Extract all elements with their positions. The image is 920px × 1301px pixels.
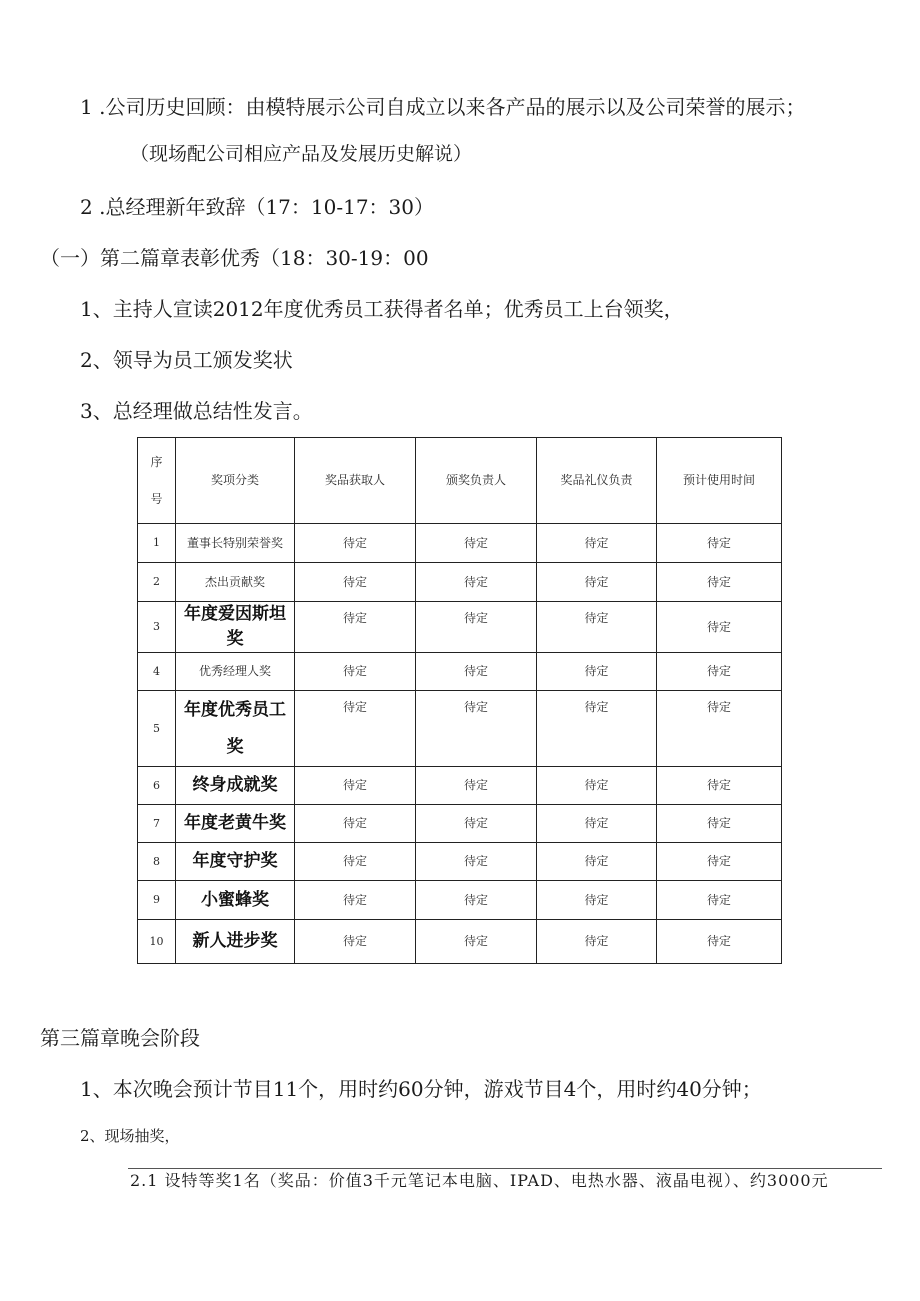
horizontal-divider	[128, 1168, 882, 1169]
time-cell: 待定	[657, 805, 782, 843]
seq-cell: 2	[138, 563, 176, 602]
seq-cell: 9	[138, 881, 176, 920]
seq-cell: 3	[138, 602, 176, 653]
presenter-cell: 待定	[416, 805, 537, 843]
etiquette-cell: 待定	[537, 602, 657, 653]
presenter-cell: 待定	[416, 920, 537, 964]
chapter2-heading: （一）第二篇章表彰优秀（18：30-19：00	[40, 246, 429, 270]
category-cell: 董事长特别荣誉奖	[176, 524, 295, 563]
header-recipient	[295, 438, 416, 524]
recipient-cell: 待定	[295, 524, 416, 563]
award-table	[137, 437, 782, 964]
table-row	[138, 653, 782, 691]
presenter-cell: 待定	[416, 843, 537, 881]
etiquette-cell: 待定	[537, 563, 657, 602]
seq-cell: 1	[138, 524, 176, 563]
recipient-cell: 待定	[295, 653, 416, 691]
etiquette-cell: 待定	[537, 524, 657, 563]
presenter-cell: 待定	[416, 881, 537, 920]
recipient-cell: 待定	[295, 805, 416, 843]
time-cell: 待定	[657, 767, 782, 805]
chapter3-heading: 第三篇章晚会阶段	[40, 1026, 200, 1050]
header-etiquette	[537, 438, 657, 524]
table-row	[138, 843, 782, 881]
time-cell: 待定	[657, 843, 782, 881]
time-cell: 待定	[657, 881, 782, 920]
recipient-cell: 待定	[295, 691, 416, 767]
header-seq-label: 序号	[150, 454, 163, 506]
category-cell: 新人进步奖	[176, 920, 295, 964]
opening-item-gm-speech: 2 .总经理新年致辞（17：10-17：30）	[80, 195, 434, 219]
table-row	[138, 524, 782, 563]
chapter3-item-2: 2、现场抽奖，	[80, 1127, 180, 1145]
presenter-cell: 待定	[416, 524, 537, 563]
presenter-cell: 待定	[416, 602, 537, 653]
etiquette-cell: 待定	[537, 881, 657, 920]
opening-item-history-review: 1 .公司历史回顾：由模特展示公司自成立以来各产品的展示以及公司荣誉的展示；	[80, 95, 806, 119]
recipient-cell: 待定	[295, 920, 416, 964]
opening-item-note: （现场配公司相应产品及发展历史解说）	[130, 143, 473, 165]
etiquette-cell: 待定	[537, 691, 657, 767]
category-cell: 年度守护奖	[176, 843, 295, 881]
time-cell: 待定	[657, 563, 782, 602]
header-presenter	[416, 438, 537, 524]
etiquette-cell: 待定	[537, 843, 657, 881]
table-row	[138, 767, 782, 805]
presenter-cell: 待定	[416, 653, 537, 691]
recipient-cell: 待定	[295, 843, 416, 881]
category-cell: 优秀经理人奖	[176, 653, 295, 691]
time-cell: 待定	[657, 653, 782, 691]
category-cell: 小蜜蜂奖	[176, 881, 295, 920]
header-time	[657, 438, 782, 524]
category-cell: 年度老黄牛奖	[176, 805, 295, 843]
etiquette-cell: 待定	[537, 920, 657, 964]
chapter2-item-2: 2、领导为员工颁发奖状	[80, 348, 293, 372]
etiquette-cell: 待定	[537, 653, 657, 691]
table-row	[138, 920, 782, 964]
presenter-cell: 待定	[416, 691, 537, 767]
header-row	[138, 438, 782, 524]
header-etiquette-label: 奖品礼仪负责	[560, 473, 633, 488]
table-row	[138, 881, 782, 920]
seq-cell: 8	[138, 843, 176, 881]
table-row	[138, 563, 782, 602]
time-cell: 待定	[657, 691, 782, 767]
header-category	[176, 438, 295, 524]
seq-cell: 6	[138, 767, 176, 805]
header-category-label: 奖项分类	[210, 473, 259, 488]
header-time-label: 预计使用时间	[682, 473, 755, 488]
etiquette-cell: 待定	[537, 767, 657, 805]
seq-cell: 4	[138, 653, 176, 691]
presenter-cell: 待定	[416, 767, 537, 805]
time-cell: 待定	[657, 524, 782, 563]
award-table-body	[138, 524, 782, 964]
time-cell: 待定	[657, 602, 782, 653]
recipient-cell: 待定	[295, 767, 416, 805]
chapter2-item-1: 1、主持人宣读2012年度优秀员工获得者名单；优秀员工上台领奖，	[80, 297, 684, 321]
category-cell: 终身成就奖	[176, 767, 295, 805]
category-cell: 年度优秀员工奖	[176, 691, 295, 767]
category-cell: 杰出贡献奖	[176, 563, 295, 602]
chapter3-item-1: 1、本次晚会预计节目11个，用时约60分钟，游戏节目4个，用时约40分钟；	[80, 1077, 762, 1101]
chapter2-item-3: 3、总经理做总结性发言。	[80, 399, 313, 423]
chapter3-subitem-2-1: 2.1 设特等奖1名（奖品：价值3千元笔记本电脑、IPAD、电热水器、液晶电视）、约3000元	[130, 1171, 829, 1190]
category-cell: 年度爱因斯坦奖	[176, 602, 295, 653]
table-row	[138, 691, 782, 767]
etiquette-cell: 待定	[537, 805, 657, 843]
presenter-cell: 待定	[416, 563, 537, 602]
header-presenter-label: 颁奖负责人	[445, 473, 506, 488]
time-cell: 待定	[657, 920, 782, 964]
header-seq	[138, 438, 176, 524]
seq-cell: 5	[138, 691, 176, 767]
recipient-cell: 待定	[295, 563, 416, 602]
recipient-cell: 待定	[295, 602, 416, 653]
table-row	[138, 805, 782, 843]
seq-cell: 7	[138, 805, 176, 843]
recipient-cell: 待定	[295, 881, 416, 920]
table-row	[138, 602, 782, 653]
seq-cell: 10	[138, 920, 176, 964]
header-recipient-label: 奖品获取人	[324, 473, 385, 488]
award-table-header	[138, 438, 782, 524]
